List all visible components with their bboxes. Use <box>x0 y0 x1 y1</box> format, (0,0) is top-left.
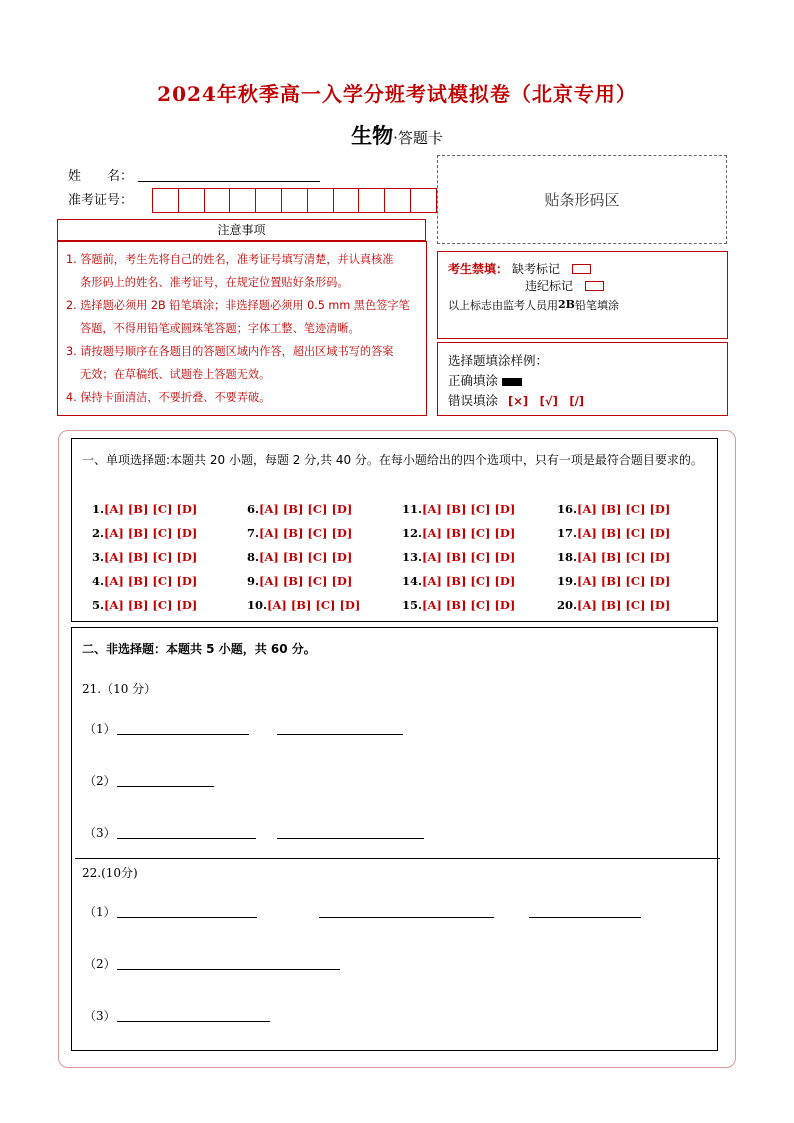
notice-item: 条形码上的姓名、准考证号，在规定位置贴好条形码。 <box>80 276 349 289</box>
notice-item: 答题，不得用铅笔或圆珠笔答题；字体工整、笔迹清晰。 <box>80 322 360 335</box>
question-number: 12. <box>402 526 423 540</box>
wrong-fill-marks: [×] [√] [/] <box>508 394 585 408</box>
violation-mark-box[interactable] <box>585 281 604 291</box>
question-number: 10. <box>247 598 268 612</box>
option-bubbles[interactable]: [A] [B] [C] [D] <box>104 502 198 516</box>
notice-body <box>57 241 427 416</box>
correct-fill-label: 正确填涂 <box>448 373 499 388</box>
answer-card-label: ·答题卡 <box>393 129 443 147</box>
choice-row[interactable] <box>92 593 197 617</box>
choice-row[interactable] <box>247 593 360 617</box>
question-number: 16. <box>557 502 578 516</box>
option-bubbles[interactable]: [A] [B] [C] [D] <box>259 574 353 588</box>
option-bubbles[interactable]: [A] [B] [C] [D] <box>259 526 353 540</box>
option-bubbles[interactable]: [A] [B] [C] [D] <box>104 598 198 612</box>
examiner-only-box: 考生禁填： 缺考标记 违纪标记 以上标志由监考人员用 2B 铅笔填涂 <box>437 251 728 339</box>
notice-item: 无效；在草稿纸、试题卷上答题无效。 <box>80 368 271 381</box>
choice-row[interactable] <box>402 545 515 569</box>
question-number: 9. <box>247 574 260 588</box>
q21-part3-label: （3） <box>84 826 116 840</box>
option-bubbles[interactable]: [A] [B] [C] [D] <box>422 502 516 516</box>
notice-item: 2. 选择题必须用 2B 铅笔填涂；非选择题必须用 0.5 mm 黑色签字笔 <box>66 299 410 312</box>
question-number: 3. <box>92 550 105 564</box>
question-number: 7. <box>247 526 260 540</box>
question-number: 4. <box>92 574 105 588</box>
q22-part2-blank[interactable] <box>117 969 340 970</box>
choice-row[interactable] <box>557 521 670 545</box>
free-response-section <box>71 627 718 1051</box>
choice-row[interactable] <box>402 521 515 545</box>
question-number: 8. <box>247 550 260 564</box>
choice-row[interactable] <box>557 497 670 521</box>
exam-title: 2024年秋季高一入学分班考试模拟卷（北京专用） <box>157 82 637 106</box>
question-divider <box>75 858 720 859</box>
choice-column <box>402 497 515 617</box>
choice-row[interactable] <box>92 545 197 569</box>
choice-column <box>557 497 670 617</box>
notice-title: 注意事项 <box>57 219 426 241</box>
wrong-fill-label: 错误填涂 <box>448 393 499 408</box>
choice-row[interactable] <box>92 569 197 593</box>
option-bubbles[interactable]: [A] [B] [C] [D] <box>104 526 198 540</box>
question-number: 6. <box>247 502 260 516</box>
option-bubbles[interactable]: [A] [B] [C] [D] <box>259 550 353 564</box>
q22-part3-label: （3） <box>84 1009 116 1023</box>
absent-mark-box[interactable] <box>572 264 591 274</box>
q22-part2-label: （2） <box>84 957 116 971</box>
question-number: 5. <box>92 598 105 612</box>
question-number: 15. <box>402 598 423 612</box>
violation-label: 违纪标记 <box>525 279 574 293</box>
option-bubbles[interactable]: [A] [B] [C] [D] <box>422 574 516 588</box>
choice-column <box>92 497 197 617</box>
option-bubbles[interactable]: [A] [B] [C] [D] <box>422 598 516 612</box>
choice-row[interactable] <box>557 569 670 593</box>
section2-title: 二、非选择题：本题共 5 小题，共 60 分。 <box>82 642 316 656</box>
q21-part1-blank-b[interactable] <box>277 734 403 735</box>
ban-label: 考生禁填： <box>448 262 509 276</box>
question-number: 17. <box>557 526 578 540</box>
option-bubbles[interactable]: [A] [B] [C] [D] <box>422 550 516 564</box>
notice-item: 4. 保持卡面清洁，不要折叠、不要弄破。 <box>66 391 271 404</box>
option-bubbles[interactable]: [A] [B] [C] [D] <box>422 526 516 540</box>
q21-part1-label: （1） <box>84 722 116 736</box>
option-bubbles[interactable]: [A] [B] [C] [D] <box>104 574 198 588</box>
notice-item: 3. 请按题号顺序在各题目的答题区域内作答，超出区域书写的答案 <box>66 345 394 358</box>
choice-row[interactable] <box>557 593 670 617</box>
sample-title: 选择题填涂样例： <box>448 353 549 368</box>
choice-row[interactable] <box>402 569 515 593</box>
choice-row[interactable] <box>557 545 670 569</box>
absent-label: 缺考标记 <box>512 262 561 276</box>
option-bubbles[interactable]: [A] [B] [C] [D] <box>577 550 671 564</box>
question-number: 2. <box>92 526 105 540</box>
q21-part2-blank[interactable] <box>117 786 214 787</box>
correct-fill-mark <box>502 378 522 386</box>
q22-part1-blank-a[interactable] <box>117 917 257 918</box>
name-field[interactable] <box>138 181 320 182</box>
barcode-area: 贴条形码区 <box>437 155 727 244</box>
option-bubbles[interactable]: [A] [B] [C] [D] <box>577 574 671 588</box>
q22-part1-blank-c[interactable] <box>529 917 641 918</box>
option-bubbles[interactable]: [A] [B] [C] [D] <box>577 502 671 516</box>
option-bubbles[interactable]: [A] [B] [C] [D] <box>577 526 671 540</box>
multiple-choice-section <box>71 438 718 622</box>
q22-part1-label: （1） <box>84 905 116 919</box>
q21-part3-blank-b[interactable] <box>277 838 424 839</box>
question-number: 11. <box>402 502 423 516</box>
choice-row[interactable] <box>247 545 360 569</box>
id-label: 准考证号： <box>68 193 134 208</box>
question-number: 14. <box>402 574 423 588</box>
q22-label: 22.(10分) <box>82 866 138 880</box>
subject-heading <box>0 120 794 150</box>
question-number: 20. <box>557 598 578 612</box>
choice-row[interactable] <box>247 569 360 593</box>
option-bubbles[interactable]: [A] [B] [C] [D] <box>259 502 353 516</box>
notice-item: 1. 答题前，考生先将自己的姓名，准考证号填写清楚，并认真核准 <box>66 253 394 266</box>
choice-row[interactable] <box>92 497 197 521</box>
q21-label: 21.（10 分） <box>82 682 157 696</box>
q22-part3-blank[interactable] <box>117 1021 270 1022</box>
id-number-boxes[interactable] <box>152 188 437 213</box>
question-number: 1. <box>92 502 105 516</box>
choice-row[interactable] <box>402 497 515 521</box>
question-number: 18. <box>557 550 578 564</box>
section1-intro: 一、单项选择题:本题共 20 小题，每题 2 分,共 40 分。在每小题给出的四个选项中，只有一项是最符合题目要求的。 <box>82 453 703 467</box>
choice-row[interactable] <box>402 593 515 617</box>
question-number: 13. <box>402 550 423 564</box>
q21-part2-label: （2） <box>84 774 116 788</box>
option-bubbles[interactable]: [A] [B] [C] [D] <box>267 598 361 612</box>
q21-part1-blank-a[interactable] <box>117 734 249 735</box>
ban-note: 以上标志由监考人员用 <box>448 298 558 312</box>
q21-part3-blank-a[interactable] <box>117 838 256 839</box>
option-bubbles[interactable]: [A] [B] [C] [D] <box>104 550 198 564</box>
subject-name: 生物 <box>351 124 394 148</box>
q22-part1-blank-b[interactable] <box>319 917 494 918</box>
question-number: 19. <box>557 574 578 588</box>
fill-sample-box <box>437 342 728 416</box>
choice-row[interactable] <box>247 497 360 521</box>
choice-column <box>247 497 360 617</box>
choice-row[interactable] <box>92 521 197 545</box>
name-label: 姓 名： <box>68 169 134 184</box>
option-bubbles[interactable]: [A] [B] [C] [D] <box>577 598 671 612</box>
choice-row[interactable] <box>247 521 360 545</box>
